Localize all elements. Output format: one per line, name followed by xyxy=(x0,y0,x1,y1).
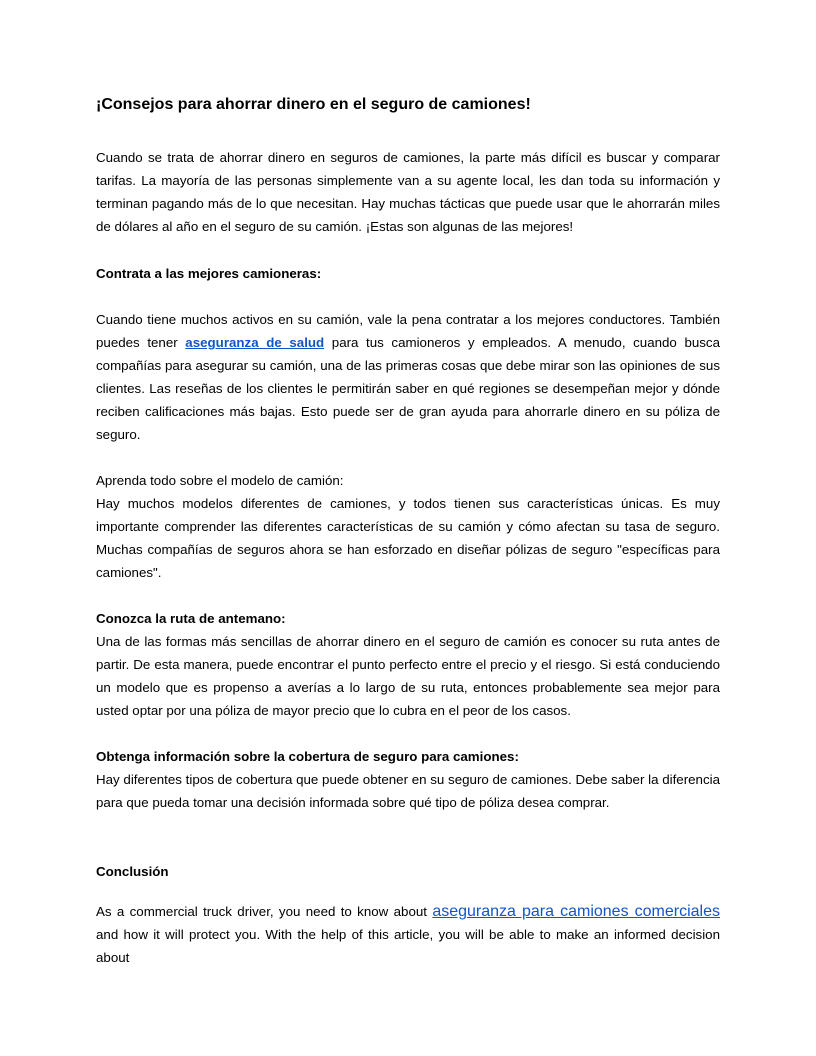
section-paragraph-truck-model: Hay muchos modelos diferentes de camiones, y todos tienen sus características únicas. Es muy importante comprender las diferentes características de su camión y cómo afectan su tasa de seguro. Muchas compañías de seguros ahora se han esforzado en diseñar pólizas de seguro "específicas para camiones". xyxy=(96,496,720,581)
document-title: ¡Consejos para ahorrar dinero en el seguro de camiones! xyxy=(96,96,531,113)
paragraph-text: As a commercial truck driver, you need to know about xyxy=(96,904,433,919)
paragraph-text: para tus camioneros y empleados. A menudo, cuando busca compañías para asegurar su camión, una de las primeras cosas que debe mirar son las opiniones de sus clientes. Las reseñas de los clientes le permitirán saber en qué regiones se desempeñan mejor y dónde reciben calificaciones más bajas. Esto puede ser de gran ayuda para ahorrarle dinero en su póliza de seguro. xyxy=(96,335,721,443)
intro-paragraph: Cuando se trata de ahorrar dinero en seguros de camiones, la parte más difícil es buscar y comparar tarifas. La mayoría de las personas simplemente van a su agente local, les dan toda su información y terminan pagando más de lo que necesitan. Hay muchas tácticas que puede usar que le ahorrarán miles de dólares al año en el seguro de su camión. ¡Estas son algunas de las mejores! xyxy=(96,150,720,235)
section-heading-coverage: Obtenga información sobre la cobertura de seguro para camiones: xyxy=(96,749,519,764)
conclusion-heading: Conclusión xyxy=(96,864,169,879)
section-heading-route: Conozca la ruta de antemano: xyxy=(96,611,286,626)
section-heading-hire-drivers: Contrata a las mejores camioneras: xyxy=(96,266,322,281)
section-heading-truck-model: Aprenda todo sobre el modelo de camión: xyxy=(96,473,344,488)
section-paragraph-coverage: Hay diferentes tipos de cobertura que puede obtener en su seguro de camiones. Debe saber la diferencia para que pueda tomar una decisión informada sobre qué tipo de póliza desea comprar. xyxy=(96,772,720,811)
section-paragraph-hire-drivers xyxy=(96,308,720,447)
commercial-truck-insurance-link[interactable]: aseguranza para camiones comerciales xyxy=(432,903,721,920)
paragraph-text: Cuando tiene muchos activos en su camión, vale la pena contratar a los mejores conductores. También puedes tener xyxy=(96,312,720,351)
section-paragraph-route: Una de las formas más sencillas de ahorrar dinero en el seguro de camión es conocer su ruta antes de partir. De esta manera, puede encontrar el punto perfecto entre el precio y el riesgo. Si está conduciendo un modelo que es propenso a averías a lo largo de su ruta, entonces probablemente sea mejor para usted optar por una póliza de mayor precio que lo cubra en el peor de los casos. xyxy=(96,634,720,719)
conclusion-paragraph xyxy=(96,900,720,969)
health-insurance-link[interactable]: aseguranza de salud xyxy=(185,335,325,351)
paragraph-text: and how it will protect you. With the help of this article, you will be able to make an informed decision about xyxy=(96,927,720,966)
